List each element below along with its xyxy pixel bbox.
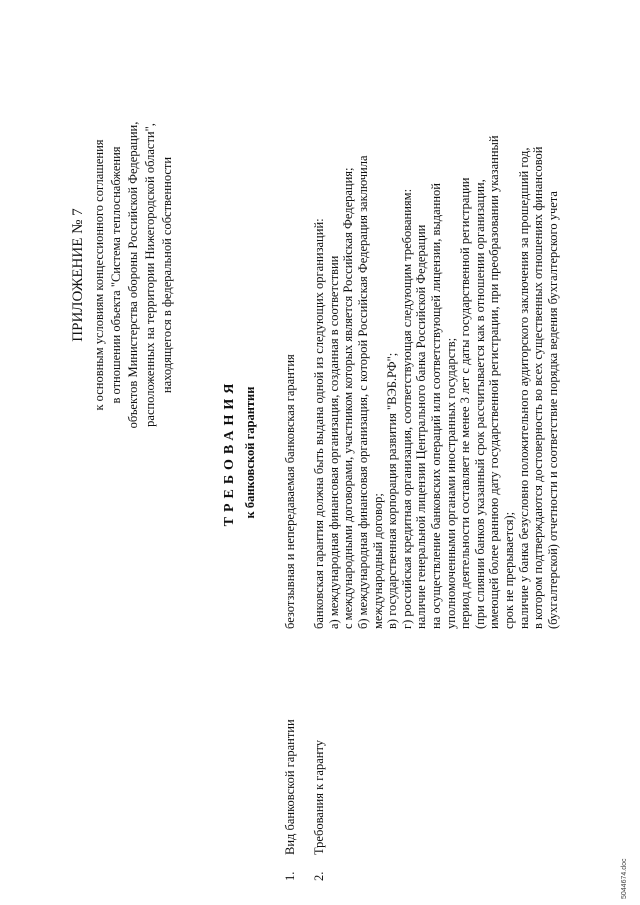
- content-line: с международными договорами, участником которых является Российская Федерация;: [341, 167, 356, 629]
- appendix-line: в отношении объекта "Система теплоснабжения: [109, 146, 123, 404]
- content-line: в) государственная корпорация развития "ВЭБ.РФ";: [385, 352, 400, 629]
- appendix-line: расположенных на территории Нижегородской области",: [143, 123, 157, 427]
- content-line: г) российская кредитная организация, соответствующая следующим требованиям:: [399, 188, 414, 629]
- appendix-header: [70, 40, 176, 510]
- content-line: безотзывная и непередаваемая банковская гарантия: [283, 354, 297, 629]
- appendix-line: к основным условиям концессионного соглашения: [92, 139, 106, 411]
- item-label: Вид банковской гарантии: [283, 719, 297, 855]
- document-file-id: 5044674.doc: [621, 858, 628, 899]
- content-line: б) международная финансовая организация, с которой Российская Федерация заключила: [355, 155, 370, 629]
- content-line: срок не прерывается);: [501, 511, 516, 629]
- appendix-number: ПРИЛОЖЕНИЕ № 7: [70, 208, 86, 342]
- content-line: (при слиянии банков указанный срок рассчитывается как в отношении организации,: [472, 179, 487, 629]
- document-subtitle: к банковской гарантии: [243, 386, 257, 519]
- content-line: имеющей более раннюю дату государственной регистрации, при преобразовании указанный: [487, 135, 502, 629]
- item-number: 1.: [283, 871, 297, 881]
- appendix-line: находящегося в федеральной собственности: [160, 156, 174, 394]
- content-line: уполномоченными органами иностранных государств;: [443, 337, 458, 629]
- item-label: Требования к гаранту: [312, 739, 326, 855]
- content-line: банковская гарантия должна быть выдана одной из следующих организаций:: [312, 218, 327, 629]
- content-line: в котором подтверждаются достоверность во всех существенных отношениях финансовой: [531, 146, 546, 629]
- content-line: на осуществление банковских операций или соответствующей лицензии, выданной: [428, 183, 443, 629]
- content-line: международный договор;: [370, 493, 385, 629]
- content-line: наличие генеральной лицензии Центрального банка Российской Федерации: [414, 224, 429, 629]
- appendix-line: объектов Министерства обороны Российской Федерации,: [126, 121, 140, 429]
- content-line: (бухгалтерской) отчетности и соответствие порядка ведения бухгалтерского учета: [545, 191, 560, 629]
- content-line: наличие у банка безусловно положительного аудиторского заключения за прошедший год,: [516, 147, 531, 629]
- document-heading: [222, 0, 258, 905]
- item-number: 2.: [312, 871, 326, 881]
- requirements-content: [283, 19, 560, 629]
- content-line: а) международная финансовая организация, созданная в соответствии: [326, 255, 341, 629]
- document-title: ТРЕБОВАНИЯ: [222, 378, 237, 527]
- content-line: период деятельности составляет не менее 3 лет с даты государственной регистрации: [458, 177, 473, 629]
- content-spacer: [298, 19, 313, 629]
